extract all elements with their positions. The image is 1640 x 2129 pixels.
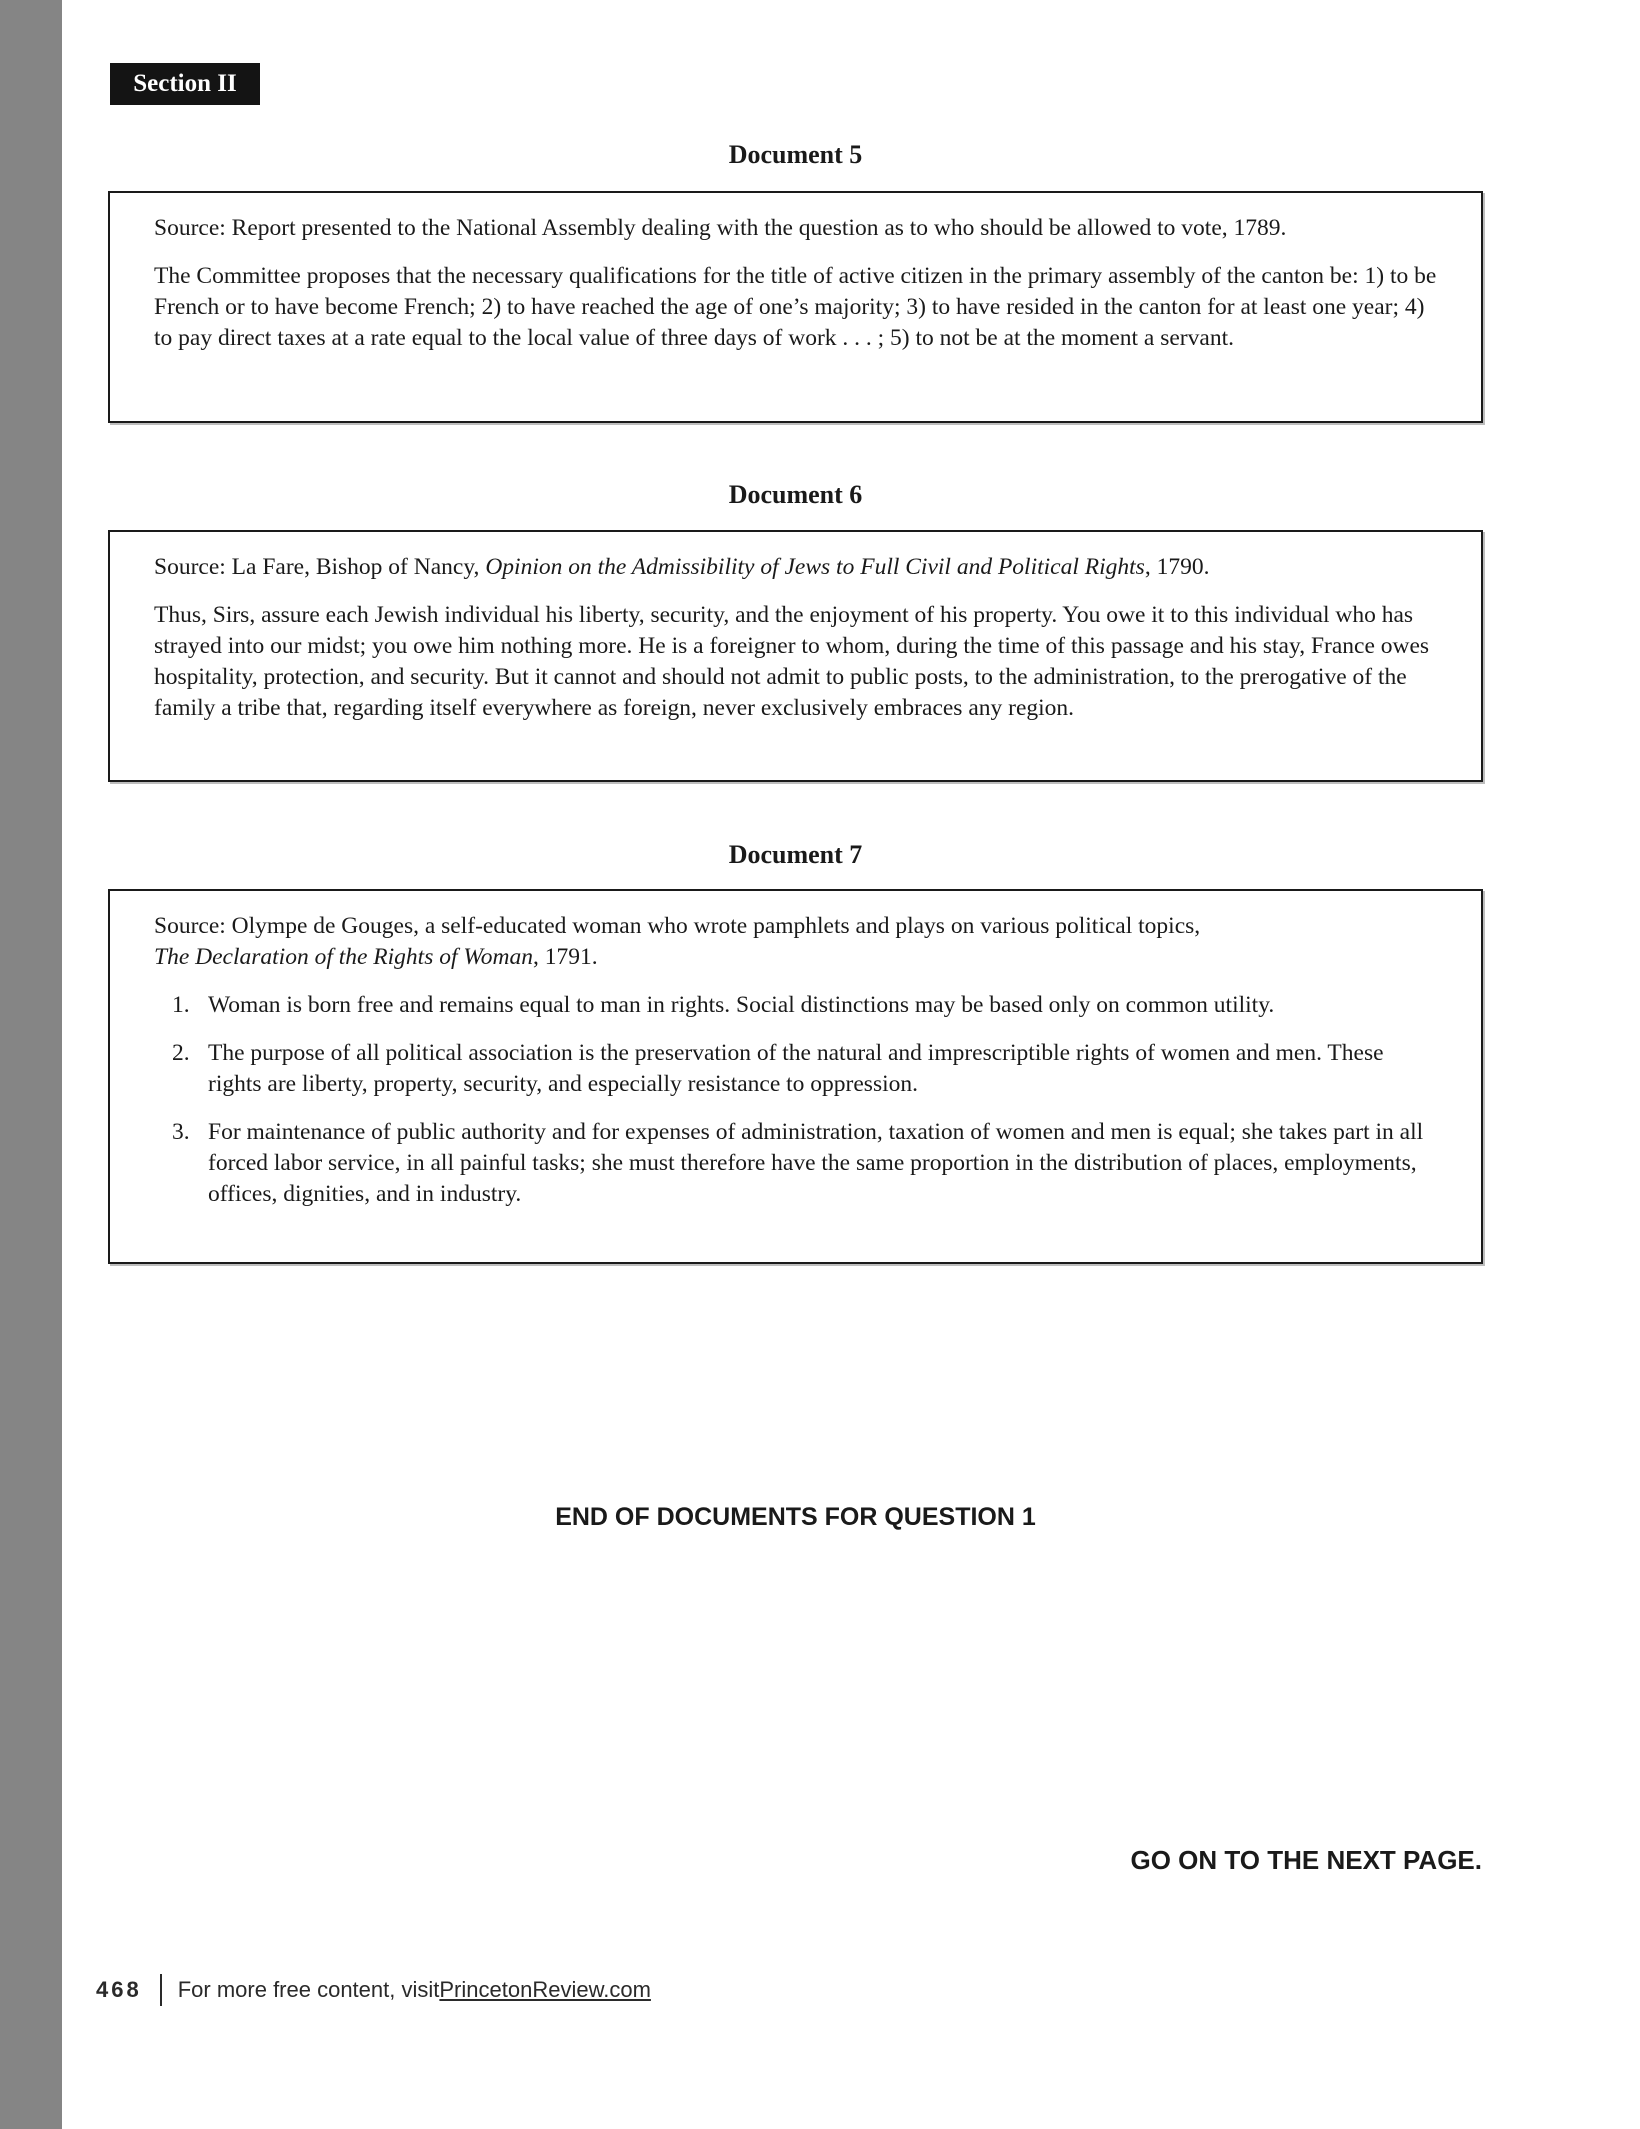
document-6-source-title: Opinion on the Admissibility of Jews to Full Civil and Political Rights <box>485 554 1145 580</box>
document-5-body: The Committee proposes that the necessary qualifications for the title of active citizen in the primary assembly of the canton be: 1) to be French or to have become French; 2) to have reached the age of one’s majority; 3) to have resided in the canton for at least one year; 4) to pay direct taxes at a rate equal to the local value of three days of work . . . ; 5) to not be at the moment a servant. <box>154 263 1437 351</box>
document-7-source-prefix: Source: Olympe de Gouges, a self-educated woman who wrote pamphlets and plays on various political topics, <box>154 913 1201 939</box>
go-on-notice: GO ON TO THE NEXT PAGE. <box>1130 1845 1482 1875</box>
document-7-box <box>108 889 1483 1264</box>
list-item <box>154 1117 1441 1210</box>
list-item-number: 1. <box>172 992 190 1018</box>
document-6-source <box>154 552 1441 583</box>
document-5-heading: Document 5 <box>728 140 863 169</box>
document-6-source-prefix: Source: La Fare, Bishop of Nancy, <box>154 554 486 580</box>
document-6-heading: Document 6 <box>728 480 863 509</box>
footer-divider <box>160 1974 162 2006</box>
document-5-source: Source: Report presented to the National Assembly dealing with the question as to who should be allowed to vote, 1789. <box>154 215 1287 241</box>
document-7-heading: Document 7 <box>728 840 863 869</box>
side-margin-bar <box>0 0 62 2129</box>
list-item <box>154 1038 1441 1100</box>
footer-website-link[interactable]: PrincetonReview.com <box>439 1977 651 2002</box>
document-5-box <box>108 191 1483 423</box>
list-item-text: Woman is born free and remains equal to man in rights. Social distinctions may be based only on common utility. <box>208 992 1275 1018</box>
list-item-text: The purpose of all political association is the preservation of the natural and imprescriptible rights of women and men. These rights are liberty, property, security, and especially resistance to oppression. <box>208 1040 1384 1097</box>
list-item-number: 3. <box>172 1119 190 1145</box>
end-of-documents-notice: END OF DOCUMENTS FOR QUESTION 1 <box>555 1503 1036 1531</box>
document-6-box <box>108 530 1483 782</box>
document-6-body: Thus, Sirs, assure each Jewish individual his liberty, security, and the enjoyment of his property. You owe it to this individual who has strayed into our midst; you owe him nothing more. He is a foreigner to whom, during the time of this passage and his stay, France owes hospitality, protection, and security. But it cannot and should not admit to public posts, to the administration, to the prerogative of the family a tribe that, regarding itself everywhere as foreign, never exclusively embraces any region. <box>154 602 1430 721</box>
document-7-source-suffix: , 1791. <box>533 944 598 970</box>
document-6-source-suffix: , 1790. <box>1144 554 1210 580</box>
list-item <box>154 990 1441 1021</box>
document-7-source <box>154 911 1441 973</box>
page-footer <box>96 1973 651 2007</box>
section-label: Section II <box>110 63 260 105</box>
page-number: 468 <box>96 1977 142 2002</box>
document-7-list <box>154 990 1441 1210</box>
footer-text: For more free content, visit <box>177 1977 440 2002</box>
list-item-text: For maintenance of public authority and for expenses of administration, taxation of women and men is equal; she takes part in all forced labor service, in all painful tasks; she must therefore have the same proportion in the distribution of places, employments, offices, dignities, and in industry. <box>208 1119 1424 1207</box>
document-7-source-title: The Declaration of the Rights of Woman <box>154 944 534 970</box>
list-item-number: 2. <box>172 1040 190 1066</box>
